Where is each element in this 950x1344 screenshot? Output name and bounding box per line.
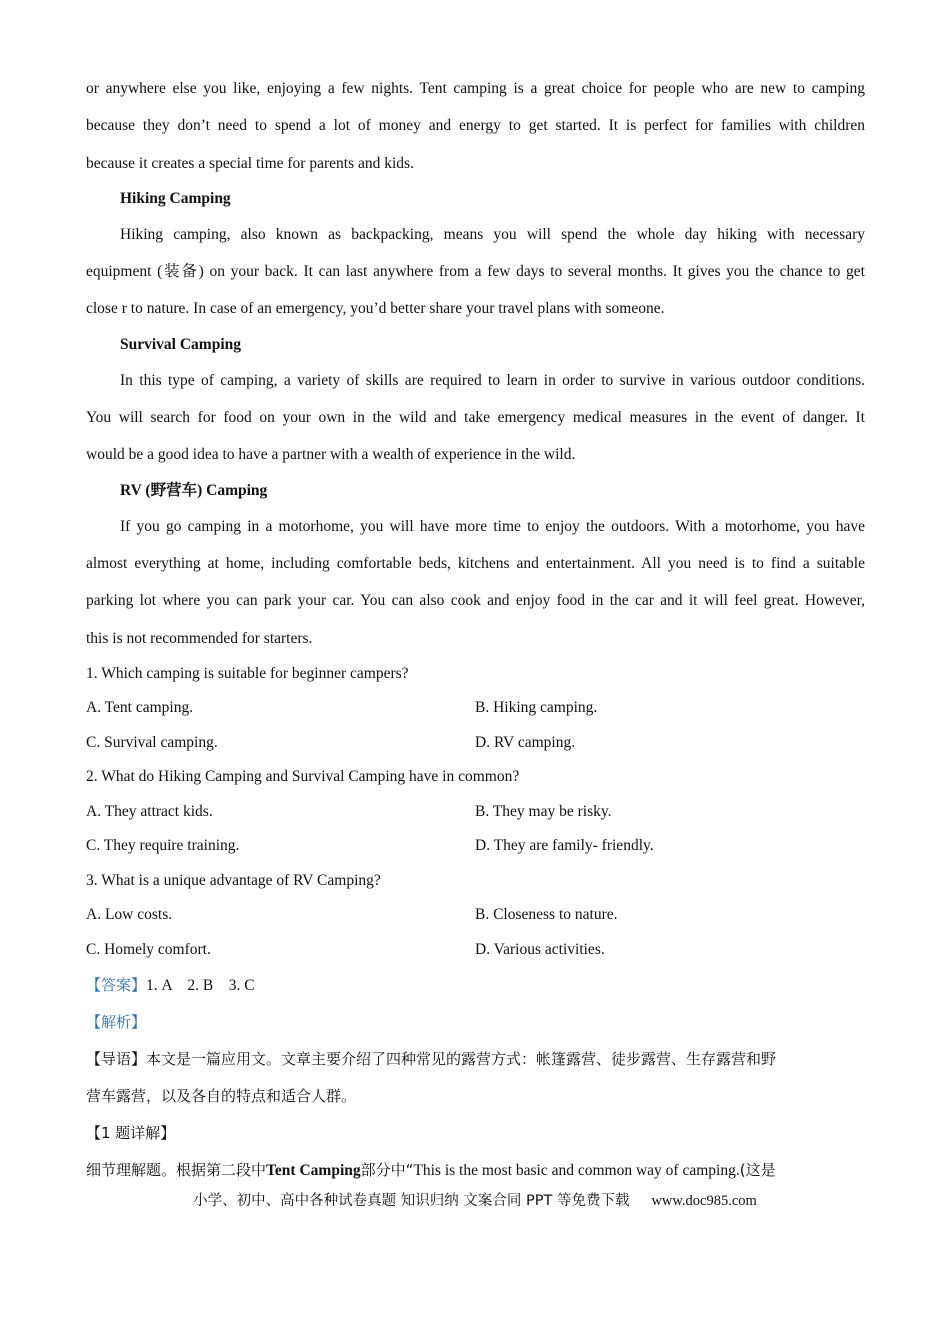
paragraph-line: would be a good idea to have a partner with a wealth of experience in the wild. xyxy=(86,446,576,464)
document-body xyxy=(86,70,865,1189)
question-3 xyxy=(86,864,865,968)
option-c: C. They require training. xyxy=(86,837,240,855)
rv-camping-paragraph xyxy=(86,508,865,657)
survival-camping-paragraph xyxy=(86,362,865,474)
option-c: C. Survival camping. xyxy=(86,733,218,751)
option-a: A. Tent camping. xyxy=(86,699,194,717)
question-stem: 1. Which camping is suitable for beginner campers? xyxy=(86,664,409,682)
page-footer xyxy=(0,1189,950,1210)
paragraph-line: You will search for food on your own in the wild and take emergency medical measures in the event of danger. It xyxy=(86,409,865,427)
question-stem: 3. What is a unique advantage of RV Camping? xyxy=(86,871,381,889)
footer-site-link[interactable]: www.doc985.com xyxy=(651,1193,757,1209)
answer-label: 【答案】 xyxy=(86,976,147,995)
q1-detail-label: 【1 题详解】 xyxy=(86,1124,176,1143)
paragraph-line: almost everything at home, including comfortable beds, kitchens and entertainment. All you need is to find a suitable xyxy=(86,554,865,572)
answer-line xyxy=(86,967,865,1004)
option-row xyxy=(86,726,865,761)
option-c: C. Homely comfort. xyxy=(86,940,211,958)
question-1 xyxy=(86,657,865,761)
paragraph-line: close r to nature. In case of an emergency, you’d better share your travel plans with someone. xyxy=(86,300,665,318)
q1-detail-middle: 部分中“ xyxy=(360,1161,414,1180)
tent-camping-continued xyxy=(86,70,865,182)
guide-text: 本文是一篇应用文。文章主要介绍了四种常见的露营方式：帐篷露营、徒步露营、生存露营和野 xyxy=(146,1050,777,1069)
option-row xyxy=(86,933,865,968)
question-2 xyxy=(86,760,865,864)
footer-text: 小学、初中、高中各种试卷真题 知识归纳 文案合同 PPT 等免费下载 xyxy=(193,1193,630,1209)
guide-line: 营车露营，以及各自的特点和适合人群。 xyxy=(86,1087,357,1106)
q1-detail-quote: This is the most basic and common way of camping. xyxy=(413,1162,740,1180)
guide-line xyxy=(86,1041,865,1078)
option-row xyxy=(86,898,865,933)
option-b: B. Hiking camping. xyxy=(475,699,598,717)
rv-camping-heading: RV (野营车) Camping xyxy=(120,481,268,499)
q1-detail-suffix: (这是 xyxy=(739,1161,776,1180)
paragraph-line: or anywhere else you like, enjoying a few nights. Tent camping is a great choice for people who are new to camping xyxy=(86,80,865,97)
paragraph-line: because it creates a special time for parents and kids. xyxy=(86,154,414,172)
option-b: B. Closeness to nature. xyxy=(475,906,618,924)
paragraph-line: Hiking camping, also known as backpacking, means you will spend the whole day hiking with necessary xyxy=(120,225,865,243)
option-d: D. Various activities. xyxy=(475,940,605,958)
analysis-label: 【解析】 xyxy=(86,1013,147,1032)
option-row xyxy=(86,829,865,864)
paragraph-line: because they don’t need to spend a lot of money and energy to get started. It is perfect for families with children xyxy=(86,117,865,135)
guide-paragraph xyxy=(86,1041,865,1115)
q1-detail-line xyxy=(86,1152,865,1189)
q1-detail-prefix: 细节理解题。根据第二段中 xyxy=(86,1161,267,1180)
hiking-camping-heading: Hiking Camping xyxy=(120,189,231,207)
guide-label: 【导语】 xyxy=(86,1050,147,1069)
paragraph-line: this is not recommended for starters. xyxy=(86,629,313,647)
paragraph-line: In this type of camping, a variety of skills are required to learn in order to survive in various outdoor conditions. xyxy=(120,371,865,389)
option-b: B. They may be risky. xyxy=(475,802,612,820)
option-d: D. They are family- friendly. xyxy=(475,837,654,855)
hiking-camping-paragraph xyxy=(86,216,865,328)
paragraph-line: If you go camping in a motorhome, you will have more time to enjoy the outdoors. With a motorhome, you have xyxy=(120,517,865,535)
paragraph-line: parking lot where you can park your car. You can also cook and enjoy food in the car and it will feel great. However, xyxy=(86,592,865,610)
q1-detail-bold: Tent Camping xyxy=(266,1162,361,1180)
survival-camping-heading: Survival Camping xyxy=(120,335,242,353)
option-a: A. They attract kids. xyxy=(86,802,213,820)
option-row xyxy=(86,795,865,830)
option-a: A. Low costs. xyxy=(86,906,173,924)
answer-values: 1. A 2. B 3. C xyxy=(146,977,255,995)
question-stem: 2. What do Hiking Camping and Survival Camping have in common? xyxy=(86,768,520,786)
option-row xyxy=(86,691,865,726)
option-d: D. RV camping. xyxy=(475,733,576,751)
paragraph-line: equipment (装备) on your back. It can last anywhere from a few days to several months. It gives you the chance to get xyxy=(86,263,865,281)
